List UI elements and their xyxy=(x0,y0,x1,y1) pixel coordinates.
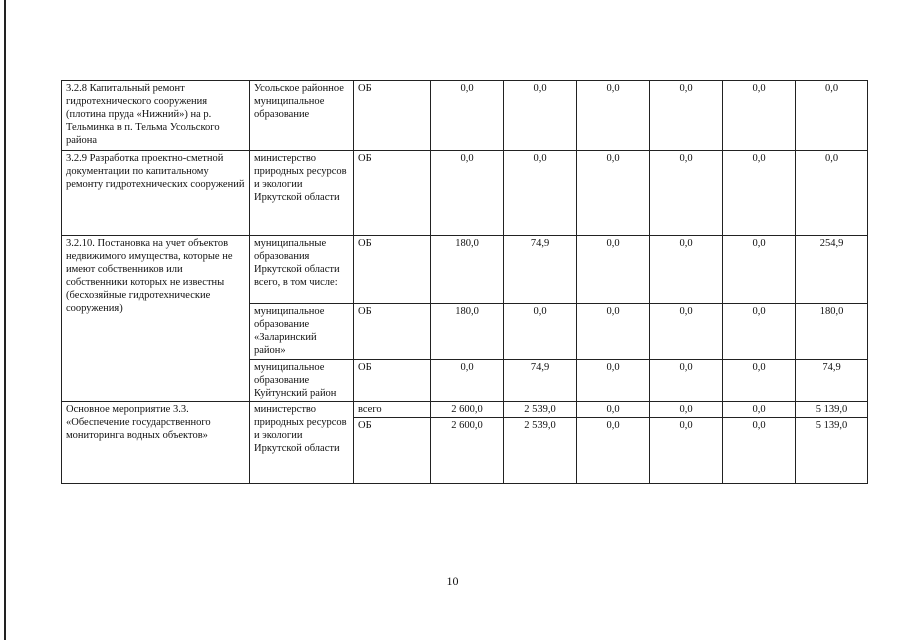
value-cell: 0,0 xyxy=(723,360,796,402)
total-cell: 0,0 xyxy=(796,151,868,236)
value-cell: 180,0 xyxy=(431,304,504,360)
value-cell: 0,0 xyxy=(650,402,723,418)
total-cell: 74,9 xyxy=(796,360,868,402)
value-cell: 0,0 xyxy=(577,402,650,418)
value-cell: 0,0 xyxy=(431,360,504,402)
total-cell: 180,0 xyxy=(796,304,868,360)
activity-cell: 3.2.10. Постановка на учет объектов недвижимого имущества, которые не имеют собственников или собственники которых не известны (бесхозяйные гидротехнические сооружения) xyxy=(62,236,250,402)
value-cell: 2 600,0 xyxy=(431,418,504,484)
table-row xyxy=(62,81,868,151)
executor-cell: муниципальное образование «Заларинский район» xyxy=(250,304,354,360)
budget-table xyxy=(61,80,868,484)
table-row xyxy=(62,236,868,304)
total-cell: 5 139,0 xyxy=(796,402,868,418)
value-cell: 0,0 xyxy=(723,81,796,151)
value-cell: 0,0 xyxy=(723,418,796,484)
activity-cell: Основное мероприятие 3.3. «Обеспечение государственного мониторинга водных объектов» xyxy=(62,402,250,484)
value-cell: 0,0 xyxy=(650,360,723,402)
total-cell: 0,0 xyxy=(796,81,868,151)
value-cell: 0,0 xyxy=(504,151,577,236)
source-cell: ОБ xyxy=(354,151,431,236)
source-cell: ОБ xyxy=(354,236,431,304)
value-cell: 0,0 xyxy=(504,304,577,360)
value-cell: 0,0 xyxy=(431,151,504,236)
page-number: 10 xyxy=(446,574,459,588)
executor-cell: муниципальные образования Иркутской области всего, в том числе: xyxy=(250,236,354,304)
value-cell: 0,0 xyxy=(577,236,650,304)
value-cell: 0,0 xyxy=(504,81,577,151)
value-cell: 0,0 xyxy=(650,151,723,236)
value-cell: 0,0 xyxy=(431,81,504,151)
source-cell: всего xyxy=(354,402,431,418)
activity-cell: 3.2.9 Разработка проектно-сметной документации по капитальному ремонту гидротехнических сооружений xyxy=(62,151,250,236)
table-row xyxy=(62,151,868,236)
value-cell: 0,0 xyxy=(650,304,723,360)
value-cell: 0,0 xyxy=(650,418,723,484)
executor-cell: министерство природных ресурсов и экологии Иркутской области xyxy=(250,151,354,236)
value-cell: 0,0 xyxy=(650,81,723,151)
value-cell: 0,0 xyxy=(723,402,796,418)
value-cell: 0,0 xyxy=(577,304,650,360)
value-cell: 0,0 xyxy=(577,418,650,484)
activity-cell: 3.2.8 Капитальный ремонт гидротехнического сооружения (плотина пруда «Нижний») на р. Тельминка в п. Тельма Усольского района xyxy=(62,81,250,151)
value-cell: 2 539,0 xyxy=(504,402,577,418)
source-cell: ОБ xyxy=(354,304,431,360)
value-cell: 2 539,0 xyxy=(504,418,577,484)
value-cell: 0,0 xyxy=(723,304,796,360)
source-cell: ОБ xyxy=(354,360,431,402)
value-cell: 0,0 xyxy=(723,236,796,304)
value-cell: 180,0 xyxy=(431,236,504,304)
value-cell: 0,0 xyxy=(723,151,796,236)
executor-cell: Усольское районное муниципальное образование xyxy=(250,81,354,151)
source-cell: ОБ xyxy=(354,81,431,151)
total-cell: 254,9 xyxy=(796,236,868,304)
value-cell: 74,9 xyxy=(504,236,577,304)
value-cell: 0,0 xyxy=(650,236,723,304)
value-cell: 0,0 xyxy=(577,151,650,236)
executor-cell: министерство природных ресурсов и экологии Иркутской области xyxy=(250,402,354,484)
value-cell: 2 600,0 xyxy=(431,402,504,418)
scan-edge-line xyxy=(4,0,6,640)
value-cell: 0,0 xyxy=(577,81,650,151)
table-row xyxy=(62,402,868,418)
source-cell: ОБ xyxy=(354,418,431,484)
value-cell: 0,0 xyxy=(577,360,650,402)
total-cell: 5 139,0 xyxy=(796,418,868,484)
value-cell: 74,9 xyxy=(504,360,577,402)
executor-cell: муниципальное образование Куйтунский район xyxy=(250,360,354,402)
